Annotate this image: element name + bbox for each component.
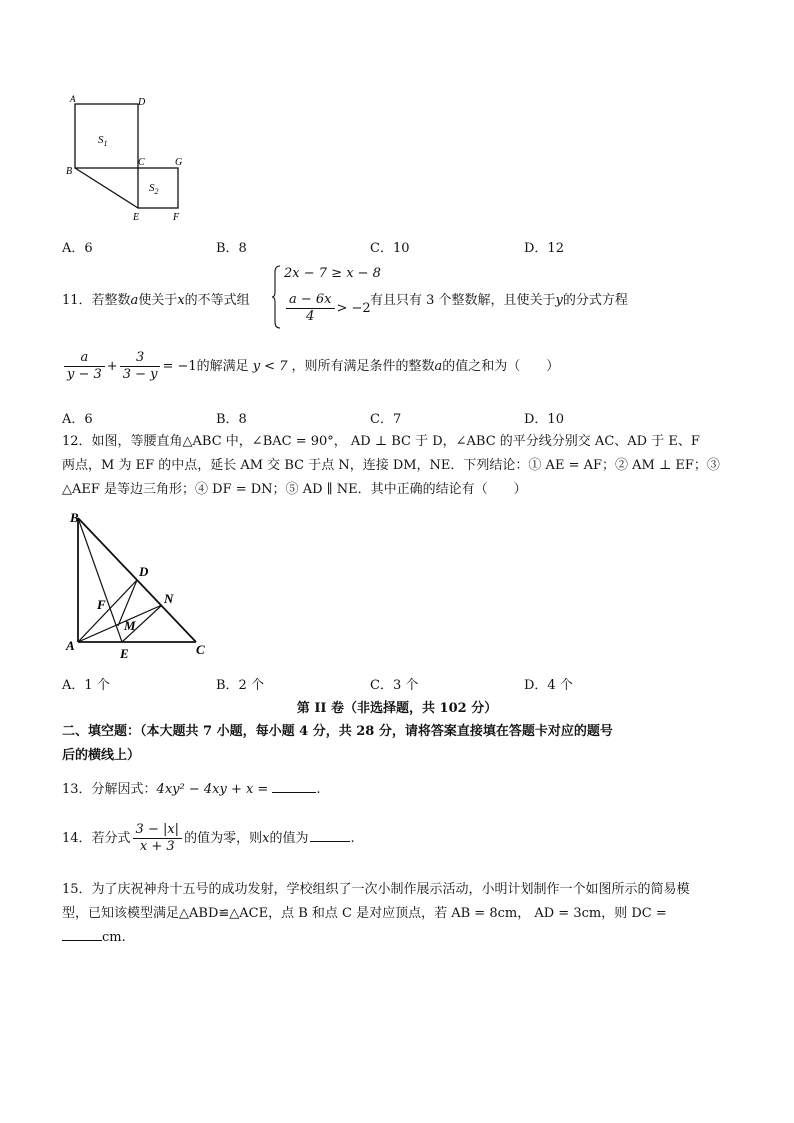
q12-stem-line3: △AEF 是等边三角形；④ DF = DN；⑤ AD ∥ NE．其中正确的结论有（ ） [62, 482, 527, 497]
q11-option-a[interactable]: A．6 [62, 412, 93, 427]
q13-answer-blank[interactable] [272, 792, 316, 793]
fig12-label-f: F [97, 597, 106, 612]
q11-var-y: y [555, 293, 563, 308]
q14-text: 的值为零，则 [184, 831, 263, 846]
q11-ineq2-frac: $\frac{a - 6x}{4}$ [286, 292, 335, 325]
fig12-label-c: C [196, 642, 205, 657]
q11-text3: 有且只有 3 个整数解，且使关于 [370, 293, 556, 308]
q11-option-b[interactable]: B．8 [216, 412, 247, 427]
q14-text2: 的值为 [269, 831, 309, 846]
q11-text4: 的分式方程 [562, 293, 628, 308]
q10-figure [60, 92, 200, 222]
fig12-label-b: B [70, 510, 79, 525]
q14-line [62, 822, 355, 855]
q11-eq-rhs: = −1 [162, 359, 197, 374]
q11-text1: 使关于 [138, 293, 178, 308]
label-a: A [70, 94, 76, 104]
label-s1: $S_1$ [98, 134, 108, 148]
q12-stem-line1: 12．如图，等腰直角△ABC 中，∠BAC = 90°， AD ⊥ BC 于 D，∠ABC 的平分线分别交 AC、AD 于 E、F [62, 434, 700, 449]
segment-be [75, 168, 138, 208]
q11-cond: y < 7 [252, 359, 288, 374]
q11-brace [272, 264, 282, 330]
q11-ineq2-rhs: > −2 [336, 301, 371, 316]
q12-option-c[interactable]: C．3 个 [370, 678, 419, 693]
q11-stem-line2 [62, 350, 559, 383]
q13-suffix: . [316, 782, 321, 797]
label-b: B [66, 166, 73, 177]
fig12-label-e: E [120, 646, 129, 661]
q13-expr: 4xy² − 4xy + x = [156, 782, 269, 797]
q11-text5: 的解满足 [196, 359, 249, 374]
segment-be [78, 518, 122, 642]
q11-ineq1: 2x − 7 ≥ x − 8 [284, 266, 381, 281]
q15-unit: cm. [102, 930, 126, 945]
q11-text6: ，则所有满足条件的整数 [291, 359, 435, 374]
section2-heading-line2: 后的横线上） [62, 748, 141, 763]
q12-option-a[interactable]: A．1 个 [62, 678, 110, 693]
q11-option-c[interactable]: C．7 [370, 412, 402, 427]
q10-option-b[interactable]: B．8 [216, 241, 247, 256]
label-e: E [133, 212, 140, 222]
q10-option-c[interactable]: C．10 [370, 241, 410, 256]
fig12-label-a: A [66, 638, 75, 653]
q10-option-d[interactable]: D．12 [524, 241, 564, 256]
q15-answer-blank[interactable] [62, 940, 102, 941]
section2-heading-line1: 二、填空题：（本大题共 7 小题，每小题 4 分，共 28 分，请将答案直接填在答题卡对应的题号 [62, 724, 613, 739]
q11-prefix: 11．若整数 [62, 293, 131, 308]
q12-option-b[interactable]: B．2 个 [216, 678, 264, 693]
q12-option-d[interactable]: D．4 个 [524, 678, 573, 693]
q15-line3 [62, 926, 126, 950]
label-f: F [173, 212, 180, 222]
label-d: D [138, 97, 146, 108]
q11-eq-frac2: $\frac{3}{3 - y}$ [120, 350, 161, 383]
q14-answer-blank[interactable] [310, 841, 350, 842]
q13-line [62, 778, 320, 802]
q15-line2: 型，已知该模型满足△ABD≌△ACE，点 B 和点 C 是对应顶点，若 AB = 8cm， AD = 3cm，则 DC = [62, 906, 667, 921]
q11-option-d[interactable]: D．10 [524, 412, 564, 427]
q12-stem-line2: 两点，M 为 EF 的中点，延长 AM 交 BC 于点 N，连接 DM，NE．下列结论：① AE = AF；② AM ⊥ EF；③ [62, 458, 720, 473]
fig12-label-n: N [164, 591, 174, 606]
q14-fraction: $\frac{3 - |x|}{x + 3}$ [133, 822, 183, 855]
q11-var-x: x [177, 293, 185, 308]
q11-text7: 的值之和为（ ） [442, 359, 560, 374]
q10-option-a[interactable]: A．6 [62, 241, 93, 256]
label-g: G [175, 157, 183, 168]
q11-eq-plus: + [106, 359, 118, 374]
fig12-label-m: M [124, 618, 136, 633]
q11-var-a: a [130, 293, 139, 308]
label-c: C [138, 157, 145, 168]
q15-line1: 15．为了庆祝神舟十五号的成功发射，学校组织了一次小制作展示活动，小明计划制作一个如图所示的简易模 [62, 882, 690, 897]
q12-figure [60, 506, 220, 661]
fig12-label-d: D [139, 564, 149, 579]
q13-prefix: 13．分解因式： [62, 782, 157, 797]
square-abcd [75, 104, 138, 168]
label-s2: $S_2$ [149, 182, 159, 196]
q14-suffix: . [350, 831, 355, 846]
q11-text2: 的不等式组 [184, 293, 250, 308]
q11-eq-frac1: $\frac{a}{y - 3}$ [64, 350, 105, 383]
q11-var-a2: a [434, 359, 443, 374]
q14-var: x [262, 831, 270, 846]
q14-prefix: 14．若分式 [62, 831, 131, 846]
section2-title: 第 II 卷（非选择题，共 102 分） [296, 701, 498, 716]
